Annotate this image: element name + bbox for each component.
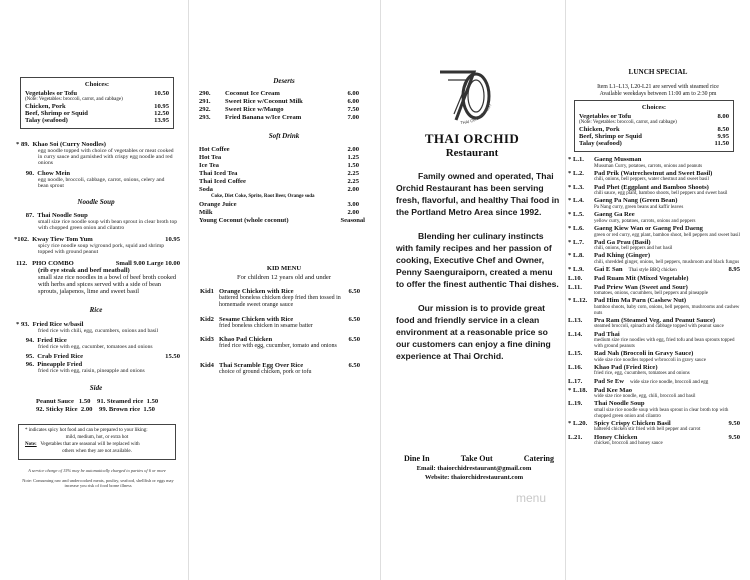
dine-in-label: Dine In bbox=[404, 454, 430, 463]
menu-item: 87. Thai Noodle Soup small size rice noodle soup with bean sprout in clear broth top with chopped green onion and cilantro bbox=[25, 212, 178, 232]
lunch-item-number: * L.6. bbox=[568, 224, 584, 232]
lunch-item bbox=[568, 420, 740, 433]
lunch-item bbox=[568, 350, 740, 363]
kid-menu-list bbox=[200, 288, 360, 382]
desserts-list bbox=[199, 90, 359, 122]
lunch-item-name: Honey Chicken bbox=[594, 433, 638, 441]
menu-item: 90. Chow Mein egg noodle, broccoli, cabbage, carrot, onions, celery and bean sprout bbox=[25, 170, 165, 190]
side-line: 92. Sticky Rice 2.00 99. Brown rice 1.50 bbox=[36, 406, 155, 413]
legend-line: Vegetables that are seasonal will be replaced with bbox=[40, 442, 140, 447]
menu-item: *102. Kway Tiew Tom Yum 10.95 spicy rice noodle soup w/ground pork, squid and shrimp topped with ground peanut bbox=[14, 236, 180, 256]
menu-item: * 93. Fried Rice w/basil fried rice with chili, egg, cucumbers, onions and basil bbox=[16, 321, 159, 334]
lunch-item-number: L.16. bbox=[568, 363, 583, 371]
lunch-item-name: Pad Prik (Watrechestnut and Sweet Basil) bbox=[594, 169, 713, 177]
lunch-item-number: L.10. bbox=[568, 275, 583, 283]
lunch-item-number: * L.4. bbox=[568, 197, 584, 205]
lunch-item-desc: small size rice noodle soup with bean sprout in clear broth top with chopped green onion and cilantro bbox=[594, 408, 729, 419]
lunch-item bbox=[568, 364, 740, 377]
menu-item: * 89. Khao Soi (Curry Noodles) egg noodle topped with choice of vegetables or meat cooked in curry sauce and garnished with crispy egg noodle and red onions bbox=[16, 141, 174, 167]
lunch-item-desc: chili, shredded ginger, onions, bell peppers, mushroom and black fungus bbox=[594, 260, 740, 266]
lunch-item-number: * L.3. bbox=[568, 183, 584, 191]
lunch-item-name: Gaeng Pa Nang (Green Bean) bbox=[594, 197, 678, 205]
lunch-item bbox=[568, 275, 740, 283]
lunch-item bbox=[568, 297, 740, 316]
lunch-item bbox=[568, 387, 740, 400]
menu-item: 94. Fried Rice fried rice with egg, cucumber, tomatoes and onions bbox=[25, 337, 153, 350]
rice-heading: Rice bbox=[89, 306, 103, 314]
desserts-heading: Deserts bbox=[273, 77, 295, 85]
lunch-item-name: Gaeng Ga Ree bbox=[594, 211, 635, 219]
lunch-item-name: Pad Ruam Mit (Mixed Vegetable) bbox=[594, 275, 689, 283]
lunch-item bbox=[568, 331, 740, 350]
lunch-item-name: Pad Se Ew bbox=[594, 377, 625, 385]
soda-flavors: Coke, Diet Coke, Sprite, Root Beer, Orange soda bbox=[211, 194, 315, 199]
soft-drink-heading: Soft Drink bbox=[268, 132, 300, 140]
dessert-row: 293. Fried Banana w/Ice Cream 7.00 bbox=[199, 114, 359, 121]
lunch-item-number: * L.9. bbox=[568, 266, 584, 274]
intro-paragraph-2: Blending her culinary instincts with family recipes and her passion of cooking, Executive Chef and Owner, Penny Saenguraiporn, created a menu to offer the finest authentic Thai dishes. bbox=[396, 231, 559, 289]
lunch-item bbox=[568, 170, 740, 183]
left-choice-row: Chicken, Pork 10.95 bbox=[25, 103, 169, 110]
lunch-item-number: L.21. bbox=[568, 433, 583, 441]
lunch-item-name: Rad Nah (Broccoli in Gravy Sauce) bbox=[594, 349, 694, 357]
catering-label: Catering bbox=[523, 454, 554, 463]
take-out-label: Take Out bbox=[460, 454, 493, 463]
service-charge-note: A service charge of 15% may be automatically charged to parties of 6 or more bbox=[28, 468, 166, 473]
lunch-item-number: * L.5. bbox=[568, 211, 584, 219]
lunch-item-name: Khao Pad (Fried Rice) bbox=[594, 363, 658, 371]
lunch-special-list bbox=[568, 156, 740, 447]
lunch-item-desc: yellow curry, potatoes, carrots, onions and peppers bbox=[594, 218, 696, 224]
lunch-item bbox=[568, 156, 740, 169]
kid-menu-item: Kid1 Orange Chicken with Rice 6.50 battered boneless chicken deep fried then tossed in homemade sweet orange sauce bbox=[200, 288, 360, 308]
services-line bbox=[404, 454, 554, 463]
lunch-item-desc: tomatoes, onions, cucumbers, bell peppers and pineapple bbox=[594, 291, 708, 297]
lunch-item-desc: fried rice, egg, cucumbers, tomatoes and onions bbox=[594, 371, 690, 377]
lunch-item-desc: chili, onions, bell peppers and hot basil bbox=[594, 246, 673, 252]
lunch-item-number: * L.8. bbox=[568, 252, 584, 260]
lunch-item-price: 9.50 bbox=[728, 433, 740, 441]
lunch-choices-note: (Note: Vegetables: broccoli, carrot, and cabbage) bbox=[579, 120, 677, 125]
left-choice-row: Talay (seafood) 13.95 bbox=[25, 117, 169, 124]
lunch-intro-2: Available weekdays between 11:00 am to 2:30 pm bbox=[599, 91, 717, 97]
lunch-choices-title: Choices: bbox=[641, 104, 667, 111]
lunch-item bbox=[568, 266, 740, 275]
lunch-item bbox=[568, 284, 740, 297]
lunch-item-desc: Thai style BBQ chicken bbox=[628, 268, 677, 274]
mission-paragraph: Our mission is to provide great food and friendly service in a clean environment at a reasonable price so our customers can enjoy a fine dining experience at Thai Orchid. bbox=[396, 303, 551, 361]
lunch-item-desc: wide size rice noodles topped w/broccoli in gravy sauce bbox=[594, 357, 706, 363]
lunch-item-desc: wide size rice noodle, broccoli and egg bbox=[630, 379, 709, 385]
lunch-item-desc: battered chicken stir fried with bell pepper and carrot bbox=[594, 427, 701, 433]
lunch-item-desc: chili sauce, egg plant, bamboo shoots, bell peppers and sweet basil bbox=[594, 191, 728, 197]
lunch-item-name: Pad Kee Mao bbox=[594, 386, 633, 394]
drink-row: Ice Tea 1.50 bbox=[199, 162, 359, 169]
legend-line: others when they are not available. bbox=[62, 449, 132, 454]
kid-menu-item: Kid2 Sesame Chicken with Rice 6.50 fried boneless chicken in sesame batter bbox=[200, 316, 360, 329]
legend-line: mild, medium, hot, or extra hot bbox=[65, 435, 129, 440]
dessert-row: 291. Sweet Rice w/Coconut Milk 6.00 bbox=[199, 98, 359, 105]
lunch-item-number: L.17. bbox=[568, 377, 583, 385]
lunch-item-name: Gaeng Kiew Wan or Gaeng Ped Daeng bbox=[594, 224, 703, 232]
lunch-item-desc: Mussman Curry, potatoes, carrots, onions and peanuts bbox=[594, 163, 703, 169]
kid-menu-subtitle: For children 12 years old and under bbox=[236, 274, 332, 281]
left-choices-box bbox=[20, 77, 174, 129]
lunch-item-number: L.11. bbox=[568, 283, 582, 291]
drink-row: Young Coconut (whole coconut) Seasonal bbox=[199, 217, 365, 224]
email-link[interactable]: thaiorchidrestaurant@gmail.com bbox=[437, 465, 532, 472]
lunch-item bbox=[568, 211, 740, 224]
lunch-item-number: * L.1. bbox=[568, 156, 584, 163]
legend-line: * indicates spicy hot food and can be prepared to your liking: bbox=[25, 428, 148, 433]
panel-divider bbox=[565, 0, 566, 580]
lunch-item bbox=[568, 252, 740, 265]
restaurant-subtitle: Restaurant bbox=[445, 147, 499, 159]
restaurant-title: THAI ORCHID bbox=[424, 131, 520, 146]
lunch-item bbox=[568, 225, 740, 238]
kid-menu-item: Kid3 Khao Pad Chicken 6.50 fried rice with egg, cucumber, tomato and onions bbox=[200, 336, 360, 349]
lunch-item bbox=[568, 434, 740, 447]
drinks-list bbox=[199, 146, 365, 225]
watermark-text: menu bbox=[516, 491, 547, 505]
lunch-item-name: Pad Phet (Eggplant and Bamboo Shoots) bbox=[594, 183, 709, 191]
lunch-item-desc: green or red curry, egg plant, bamboo shoot, bell peppers and sweet basil bbox=[594, 232, 740, 238]
lunch-item-number: * L.12. bbox=[568, 297, 588, 305]
lunch-intro-1: Item L1–L13, L20-L21 are served with steamed rice bbox=[597, 84, 719, 90]
side-line: Peanut Sauce 1.50 91. Steamed rice 1.50 bbox=[36, 398, 159, 405]
drink-row: Soda 2.00 bbox=[199, 186, 359, 193]
website-link[interactable]: thaiorchidrestaurant.com bbox=[451, 474, 524, 481]
lunch-item bbox=[568, 197, 740, 210]
food-safety-note: Note: Consuming raw and undercooked meats, poultry, seafood, shellfish or eggs may increase you risk of food borne illness bbox=[22, 478, 174, 488]
lunch-item bbox=[568, 239, 740, 252]
lunch-item-name: Thai Noodle Soup bbox=[594, 400, 645, 408]
lunch-item-number: L.15. bbox=[568, 349, 583, 357]
logo-text: THAI ORCHID REST bbox=[459, 102, 493, 126]
lunch-item-desc: chili, onions, bell peppers, water chestnut and sweet basil bbox=[594, 177, 709, 183]
lunch-item-name: Pad Priew Wan (Sweet and Sour) bbox=[594, 283, 688, 291]
lunch-item-name: Pad Khing (Ginger) bbox=[594, 252, 651, 260]
side-heading: Side bbox=[89, 384, 103, 392]
kid-menu-item: Kid4 Thai Scramble Egg Over Rice 6.50 choice of ground chicken, pork or tofu bbox=[200, 362, 360, 375]
noodle-soup-heading: Noodle Soup bbox=[77, 198, 115, 206]
lunch-item-number: * L.2. bbox=[568, 169, 584, 177]
lunch-item-name: Spicy Crispy Chicken Basil bbox=[594, 419, 671, 427]
lunch-item-desc: wide size rice noodle, egg, chili, broccoli and basil bbox=[594, 394, 696, 400]
lunch-item-number: * L.7. bbox=[568, 238, 584, 246]
lunch-item-desc: steamed broccoli, spinach and cabbage topped with peanut sauce bbox=[594, 324, 724, 330]
kid-menu-heading: KID MENU bbox=[266, 265, 302, 272]
lunch-choice-row: Vegetables or Tofu 8.00 bbox=[579, 113, 729, 120]
lunch-choices-box bbox=[574, 100, 734, 152]
lunch-choice-row: Talay (seafood) 11.50 bbox=[579, 140, 729, 147]
lunch-item-desc: bamboo shoots, baby corn, onions, bell peppers, mushrooms and cashew nuts bbox=[594, 305, 740, 316]
spicy-legend-box bbox=[18, 424, 176, 460]
dessert-row: 292. Sweet Rice w/Mango 7.50 bbox=[199, 106, 359, 113]
lunch-item-name: Pad Him Ma Parn (Cashew Nut) bbox=[594, 297, 687, 305]
left-choice-row: Vegetables or Tofu 10.50 bbox=[25, 90, 169, 97]
lunch-item-number: * L.18. bbox=[568, 386, 588, 394]
lunch-item-name: Pra Ram (Steamed Veg. and Peanut Sauce) bbox=[594, 316, 716, 324]
lunch-item-number: L.14. bbox=[568, 330, 583, 338]
email-line: Email: thaiorchidrestaurant@gmail.com bbox=[416, 465, 532, 472]
drink-row: Hot Tea 1.25 bbox=[199, 154, 359, 161]
lunch-item-name: Gai E San bbox=[594, 266, 623, 274]
lunch-item-desc: medium size rice noodles with egg, fried tofu and bean sprouts topped with ground peanuts bbox=[594, 338, 735, 349]
lunch-item bbox=[568, 317, 740, 330]
lunch-item-number: L.13. bbox=[568, 316, 583, 324]
menu-item: 96. Pineapple Fried fried rice with egg, raisin, pineapple and onions bbox=[25, 361, 145, 374]
lunch-item-name: Pad Thai bbox=[594, 330, 620, 338]
lunch-item-name: Gaeng Mussman bbox=[594, 156, 642, 163]
drink-row: Thai Iced Coffee 2.25 bbox=[199, 178, 359, 185]
lunch-item bbox=[568, 400, 740, 419]
left-choices-title: Choices: bbox=[84, 81, 110, 88]
menu-item-pho-combo: 112. PHO COMBO Small 9.00 Large 10.00 (rib eye steak and beef meatball) small size rice noodles in a bowl of beef broth cooked with herbs and spices served with a side of bean sprouts, jalapenos, lime and sweet basil bbox=[16, 260, 180, 296]
lunch-item-number: L.19. bbox=[568, 400, 583, 408]
dessert-row: 290. Coconut Ice Cream 6.00 bbox=[199, 90, 359, 97]
drink-row: Orange Juice 3.00 bbox=[199, 201, 359, 208]
lunch-item bbox=[568, 184, 740, 197]
lunch-item-name: Pad Ga Prau (Basil) bbox=[594, 238, 651, 246]
menu-item: 95. Crab Fried Rice 15.50 bbox=[25, 353, 180, 360]
left-choice-row: Beef, Shrimp or Squid 12.50 bbox=[25, 110, 169, 117]
legend-note-label: Note: bbox=[25, 442, 37, 447]
lunch-item-price: 8.95 bbox=[728, 266, 740, 274]
panel-divider bbox=[380, 0, 381, 580]
lunch-special-heading: LUNCH SPECIAL bbox=[628, 68, 688, 76]
drink-row: Hot Coffee 2.00 bbox=[199, 146, 359, 153]
intro-paragraph-1: Family owned and operated, Thai Orchid Restaurant has been serving fresh, flavorful, and healthy Thai food in the Portland Metro Area since 1992. bbox=[396, 171, 560, 217]
website-line: Website: thaiorchidrestaurant.com bbox=[424, 474, 524, 481]
thai-orchid-logo bbox=[434, 66, 496, 128]
panel-divider bbox=[188, 0, 189, 580]
lunch-choice-row: Beef, Shrimp or Squid 9.95 bbox=[579, 133, 729, 140]
drink-row: Thai Iced Tea 2.25 bbox=[199, 170, 359, 177]
lunch-item-desc: Pa Nang curry, green beans and kaffir leaves bbox=[594, 204, 684, 210]
left-choices-note: (Note: Vegetables: broccoli, carrot, and cabbage) bbox=[25, 97, 123, 102]
lunch-choice-row: Chicken, Pork 8.50 bbox=[579, 126, 729, 133]
lunch-item-number: * L.20. bbox=[568, 419, 588, 427]
lunch-item bbox=[568, 378, 740, 387]
drink-row: Milk 2.00 bbox=[199, 209, 359, 216]
lunch-item-price: 9.50 bbox=[728, 419, 740, 427]
lunch-item-desc: chicken, broccoli and honey sauce bbox=[594, 441, 663, 447]
